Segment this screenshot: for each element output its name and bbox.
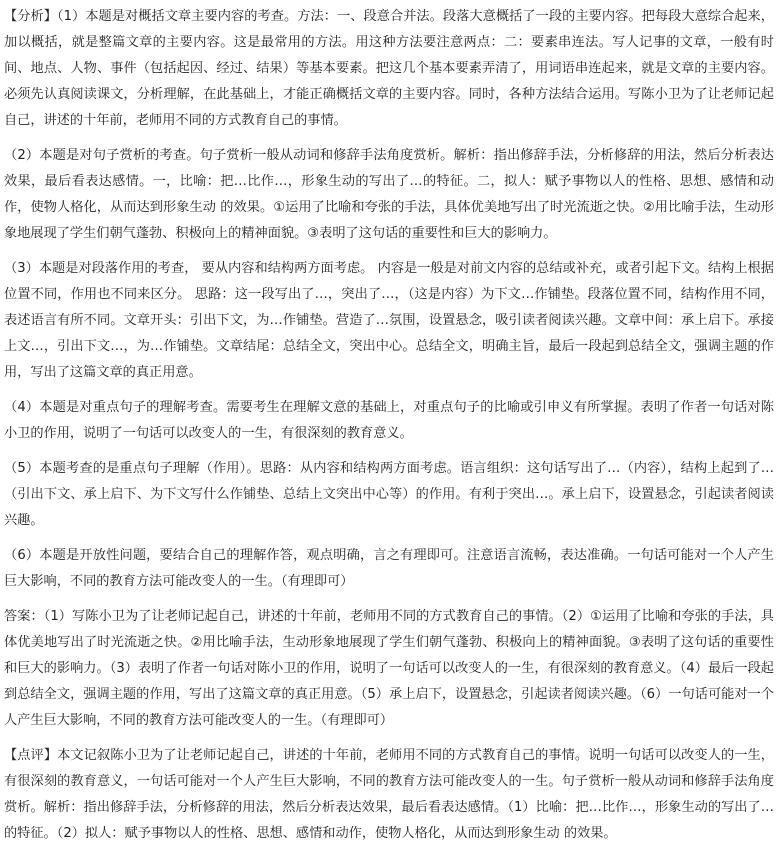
answer-section: 答案：（1）写陈小卫为了让老师记起自己，讲述的十年前，老师用不同的方式教育自己的事情。（2）①运用了比喻和夸张的手法，具体优美地写出了时光流逝之快。②用比喻手法，生动形象地展现了学生们朝气蓬勃、积极向上的精神面貌。③表明了这句话的重要性和巨大的影响力。（3）表明了作者一句话对陈小卫的作用，说明了一句话可以改变人的一生，有很深刻的教育意义。（4）最后一段起到总结全文，强调主题的作用，写出了这篇文章的真正用意。（5）承上启下，设置悬念，引起读者阅读兴趣。（6）一句话可能对一个人产生巨大影响，不同的教育方法可能改变人的一生。（有理即可） [4,609,774,728]
analysis-part-5: （5）本题考查的是重点句子理解（作用）。思路：从内容和结构两方面考虑。语言组织：这句话写出了…（内容），结构上起到了…（引出下文、承上启下、为下文写什么作铺垫、总结上文突出中心等）的作用。有利于突出…。承上启下，设置悬念，引起读者阅读兴趣。 [4,461,774,528]
comment-section: 【点评】本文记叙陈小卫为了让老师记起自己，讲述的十年前，老师用不同的方式教育自己的事情。说明一句话可以改变人的一生，有很深刻的教育意义，一句话可能对一个人产生巨大影响，不同的教育方法可能改变人的一生。句子赏析一般从动词和修辞手法角度赏析。解析：指出修辞手法，分析修辞的用法，然后分析表达效果，最后看表达感情。（1）比喻：把…比作…，形象生动的写出了…的特征。（2）拟人：赋予事物以人的性格、思想、感情和动作，使物人格化，从而达到形象生动 的效果。 [4,748,774,841]
analysis-part-4: （4）本题是对重点句子的理解考查。需要考生在理解文意的基础上，对重点句子的比喻或引申义有所掌握。表明了作者一句话对陈小卫的作用，说明了一句话可以改变人的一生，有很深刻的教育意义。 [4,400,774,441]
analysis-part-1: 【分析】（1）本题是对概括文章主要内容的考查。方法：一、段意合并法。段落大意概括了一段的主要内容。把每段大意综合起来，加以概括，就是整篇文章的主要内容。这是最常用的方法。用这种方法要注意两点：二：要素串连法。写人记事的文章，一般有时间、地点、人物、事件（包括起因、经过、结果）等基本要素。把这几个基本要素弄清了，用词语串连起来，就是文章的主要内容。必须先认真阅读课文，分析理解，在此基础上，才能正确概括文章的主要内容。同时，各种方法结合运用。写陈小卫为了让老师记起自己，讲述的十年前，老师用不同的方式教育自己的事情。 [4,9,774,128]
analysis-part-2: （2）本题是对句子赏析的考查。句子赏析一般从动词和修辞手法角度赏析。解析：指出修辞手法，分析修辞的用法，然后分析表达效果，最后看表达感情。一，比喻：把…比作…，形象生动的写出了…的特征。二，拟人：赋予事物以人的性格、思想、感情和动作，使物人格化，从而达到形象生动 的效果。①运用了比喻和夸张的手法，具体优美地写出了时光流逝之快。②用比喻手法，生动形象地展现了学生们朝气蓬勃、积极向上的精神面貌。③表明了这句话的重要性和巨大的影响力。 [4,148,774,241]
analysis-part-3: （3）本题是对段落作用的考查， 要从内容和结构两方面考虑。 内容是一般是对前文内容的总结或补充，或者引起下文。结构上根据位置不同，作用也不同来区分。 思路：这一段写出了…，突出了…，（这是内容）为下文…作铺垫。段落位置不同，结构作用不同，表述语言有所不同。文章开头：引出下文，为…作铺垫。营造了…氛围，设置悬念，吸引读者阅读兴趣。文章中间：承上启下。承接上文…，引出下文…，为…作铺垫。文章结尾：总结全文，突出中心。总结全文，明确主旨，最后一段起到总结全文，强调主题的作用，写出了这篇文章的真正用意。 [4,261,774,380]
analysis-part-6: （6）本题是开放性问题，要结合自己的理解作答，观点明确，言之有理即可。注意语言流畅，表达准确。一句话可能对一个人产生巨大影响，不同的教育方法可能改变人的一生。（有理即可） [4,548,774,589]
